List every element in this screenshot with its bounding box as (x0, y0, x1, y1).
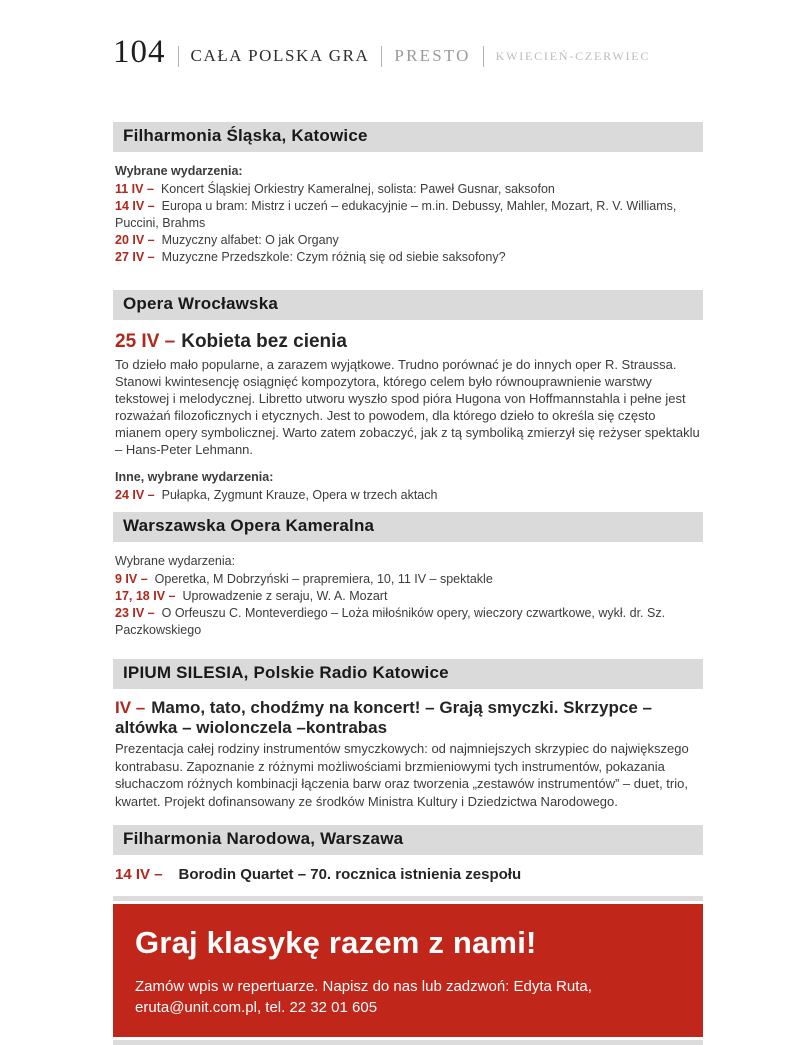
section-title-bar (113, 512, 703, 542)
list-item (115, 571, 703, 588)
event-text: Koncert Śląskiej Orkiestry Kameralnej, solista: Paweł Gusnar, saksofon (160, 182, 555, 196)
event-date: 14 IV – (115, 866, 163, 883)
event-text: Operetka, M Dobrzyński – prapremiera, 10, 11 IV – spektakle (154, 572, 493, 586)
issue-label: KWIECIEŃ-CZERWIEC (495, 49, 651, 63)
feature-title: Kobieta bez cienia (181, 331, 347, 352)
event-date: 14 IV – (115, 199, 155, 213)
section-title: IPIUM SILESIA, Polskie Radio Katowice (123, 663, 449, 682)
page-header (113, 0, 703, 69)
event-date: 27 IV – (115, 250, 155, 264)
section-filharmonia-slaska (113, 122, 703, 266)
section-title: Filharmonia Śląska, Katowice (123, 126, 368, 145)
list-item (115, 232, 703, 249)
list-item (115, 181, 703, 198)
event-text: Europa u bram: Mistrz i uczeń – edukacyjnie – m.in. Debussy, Mahler, Mozart, R. V. Williams, Puccini, Brahms (115, 199, 677, 230)
section-title: Filharmonia Narodowa, Warszawa (123, 829, 404, 848)
divider-rule-top (113, 896, 703, 901)
section-ipium-silesia (113, 659, 703, 810)
feature-description: Prezentacja całej rodziny instrumentów smyczkowych: od najmniejszych skrzypiec do największego kontrabasu. Zapoznanie z różnymi możliwościami brzmieniowymi tych instrumentów, pokazania słuchaczom różnych kombinacji łączenia barw oraz tworzenia „zestawów instrumentów” – duet, trio, kwartet. Projekt dofinansowany ze środków Ministra Kultury i Dziedzictwa Narodowego. (115, 741, 689, 809)
events-intro-label: Wybrane wydarzenia: (115, 164, 243, 178)
event-text: Muzyczne Przedszkole: Czym różnią się od siebie saksofony? (161, 250, 506, 264)
event-date: 23 IV – (115, 606, 155, 620)
banner-contact-line: eruta@unit.com.pl, tel. 22 32 01 605 (135, 999, 378, 1016)
banner-headline: Graj klasykę razem z nami! (135, 925, 537, 960)
divider (178, 46, 179, 67)
event-date: IV – (115, 698, 146, 717)
feature-title: Borodin Quartet – 70. rocznica istnienia zespołu (178, 866, 522, 883)
feature-headline (115, 866, 703, 884)
event-date: 17, 18 IV – (115, 589, 176, 603)
event-text: Uprowadzenie z seraju, W. A. Mozart (182, 589, 388, 603)
event-text: Muzyczny alfabet: O jak Organy (161, 233, 339, 247)
section-title-bar (113, 825, 703, 855)
events-list (113, 571, 703, 639)
events-list (113, 487, 703, 504)
list-item (115, 487, 703, 504)
section-title: Warszawska Opera Kameralna (123, 516, 375, 535)
section-title-bar (113, 659, 703, 689)
event-text: Pułapka, Zygmunt Krauze, Opera w trzech aktach (161, 488, 438, 502)
events-intro-label: Wybrane wydarzenia: (115, 554, 236, 568)
event-date: 24 IV – (115, 488, 155, 502)
section-warszawska-opera-kameralna (113, 512, 703, 639)
feature-title: Mamo, tato, chodźmy na koncert! – Grają smyczki. Skrzypce –altówka – wiolonczela –kontrabas (115, 698, 652, 737)
events-intro-label: Inne, wybrane wydarzenia: (115, 470, 274, 484)
magazine-section-title: CAŁA POLSKA GRA (190, 46, 370, 65)
event-date: 11 IV – (115, 182, 154, 196)
feature-headline (115, 330, 703, 354)
magazine-page (113, 0, 703, 1045)
list-item (115, 588, 703, 605)
section-title-bar (113, 290, 703, 320)
feature-description: To dzieło mało popularne, a zarazem wyjątkowe. Trudno porównać je do innych oper R. Straussa. Stanowi kwintesencję osiągnięć kompozytora, którego celem było równouprawnienie warstwy tekstowej i melodycznej. Libretto utworu wyszło spod pióra Hugona von Hoffmannstahla i pełne jest rozważań filozoficznych i etycznych. Jest to powodem, dla którego dzieło to określa się często mianem opery symbolicznej. Warto zatem zobaczyć, jak z tą symboliką zmierzył się reżyser spektaklu – Hans-Peter Lehmann. (115, 357, 700, 457)
event-date: 20 IV – (115, 233, 155, 247)
list-item (115, 249, 703, 266)
event-date: 25 IV – (115, 331, 176, 352)
section-title: Opera Wrocławska (123, 294, 279, 313)
events-list (113, 181, 703, 266)
section-filharmonia-narodowa (113, 825, 703, 884)
page-number: 104 (113, 34, 166, 70)
list-item (115, 198, 703, 232)
section-opera-wroclawska (113, 290, 703, 504)
divider (483, 46, 484, 67)
divider (381, 46, 382, 67)
banner-contact-line: Zamów wpis w repertuarze. Napisz do nas lub zadzwoń: Edyta Ruta, (135, 978, 592, 995)
section-title-bar (113, 122, 703, 152)
feature-headline (115, 698, 703, 738)
event-text: O Orfeuszu C. Monteverdiego – Loża miłośników opery, wieczory czwartkowe, wykł. dr. Sz. Paczkowskiego (115, 606, 666, 637)
magazine-title: PRESTO (394, 46, 471, 65)
event-date: 9 IV – (115, 572, 148, 586)
promo-banner (113, 904, 703, 1037)
list-item (115, 605, 703, 639)
divider-rule-bottom (113, 1040, 703, 1045)
